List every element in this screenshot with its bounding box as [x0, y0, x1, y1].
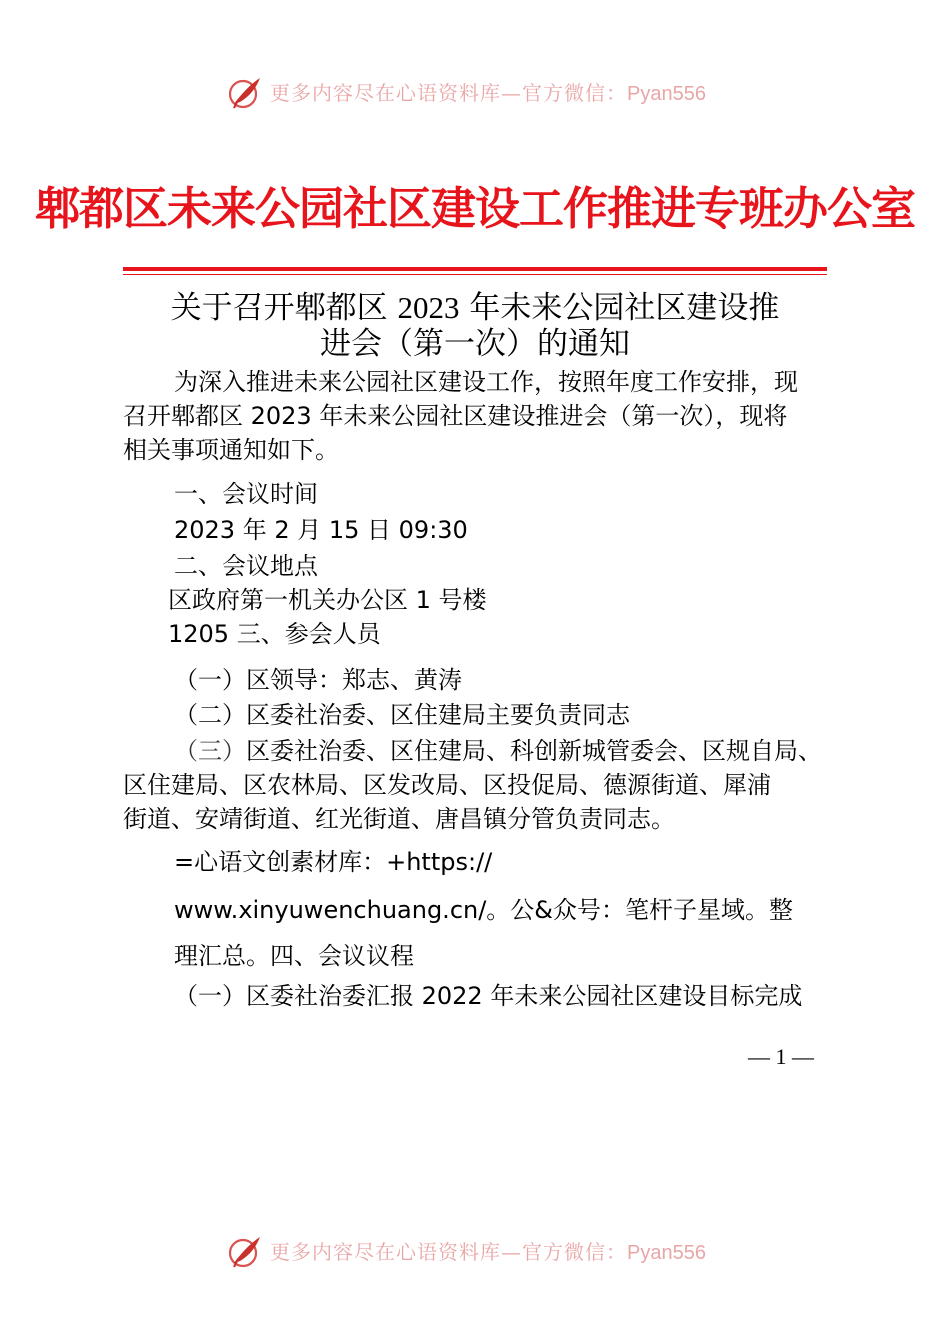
- attendee-item-2: （二）区委社治委、区住建局主要负责同志: [174, 701, 630, 729]
- promo-line-1: =心语文创素材库：+https://: [174, 848, 493, 876]
- intro-line-2: 召开郫都区 2023 年未来公园社区建设推进会（第一次），现将: [123, 402, 788, 430]
- watermark-wechat-id: Pyan556: [627, 83, 706, 105]
- room-and-section3-heading: 1205 三、参会人员: [168, 620, 381, 648]
- attendee-item-3-line1: （三）区委社治委、区住建局、科创新城管委会、区规自局、: [174, 737, 822, 765]
- attendee-item-3-line3: 街道、安靖街道、红光街道、唐昌镇分管负责同志。: [123, 805, 675, 833]
- section1-heading: 一、会议时间: [174, 480, 318, 508]
- watermark-top: [0, 74, 950, 114]
- header-rule-thick: [123, 267, 827, 271]
- quill-logo-icon: [226, 74, 264, 112]
- meeting-time: 2023 年 2 月 15 日 09:30: [174, 516, 468, 544]
- watermark-wechat-id: Pyan556: [627, 1242, 706, 1264]
- header-rule-thin: [123, 274, 827, 275]
- intro-line-1: 为深入推进未来公园社区建设工作，按照年度工作安排，现: [174, 368, 798, 396]
- intro-line-3: 相关事项通知如下。: [123, 436, 339, 464]
- quill-logo-icon: [226, 1233, 264, 1271]
- promo-line-2: www.xinyuwenchuang.cn/。公&众号：笔杆子星域。整: [174, 896, 794, 924]
- watermark-text: 更多内容尽在心语资料库—官方微信：Pyan556: [270, 81, 706, 105]
- section2-heading: 二、会议地点: [174, 552, 318, 580]
- agenda-item-1: （一）区委社治委汇报 2022 年未来公园社区建设目标完成: [174, 982, 803, 1010]
- watermark-bottom: [0, 1233, 950, 1273]
- org-name: 郫都区未来公园社区建设工作推进专班办公室: [34, 182, 915, 235]
- promo-line-3: 理汇总。四、会议议程: [174, 942, 414, 970]
- watermark-text: 更多内容尽在心语资料库—官方微信：Pyan556: [270, 1240, 706, 1264]
- attendee-item-3-line2: 区住建局、区农林局、区发改局、区投促局、德源街道、犀浦: [123, 771, 771, 799]
- page-number: — 1 —: [748, 1044, 814, 1069]
- doc-title-line1: 关于召开郫都区 2023 年未来公园社区建设推: [170, 290, 780, 326]
- meeting-location: 区政府第一机关办公区 1 号楼: [168, 586, 487, 614]
- attendee-item-1: （一）区领导：郑志、黄涛: [174, 666, 462, 694]
- doc-title-line2: 进会（第一次）的通知: [320, 326, 630, 362]
